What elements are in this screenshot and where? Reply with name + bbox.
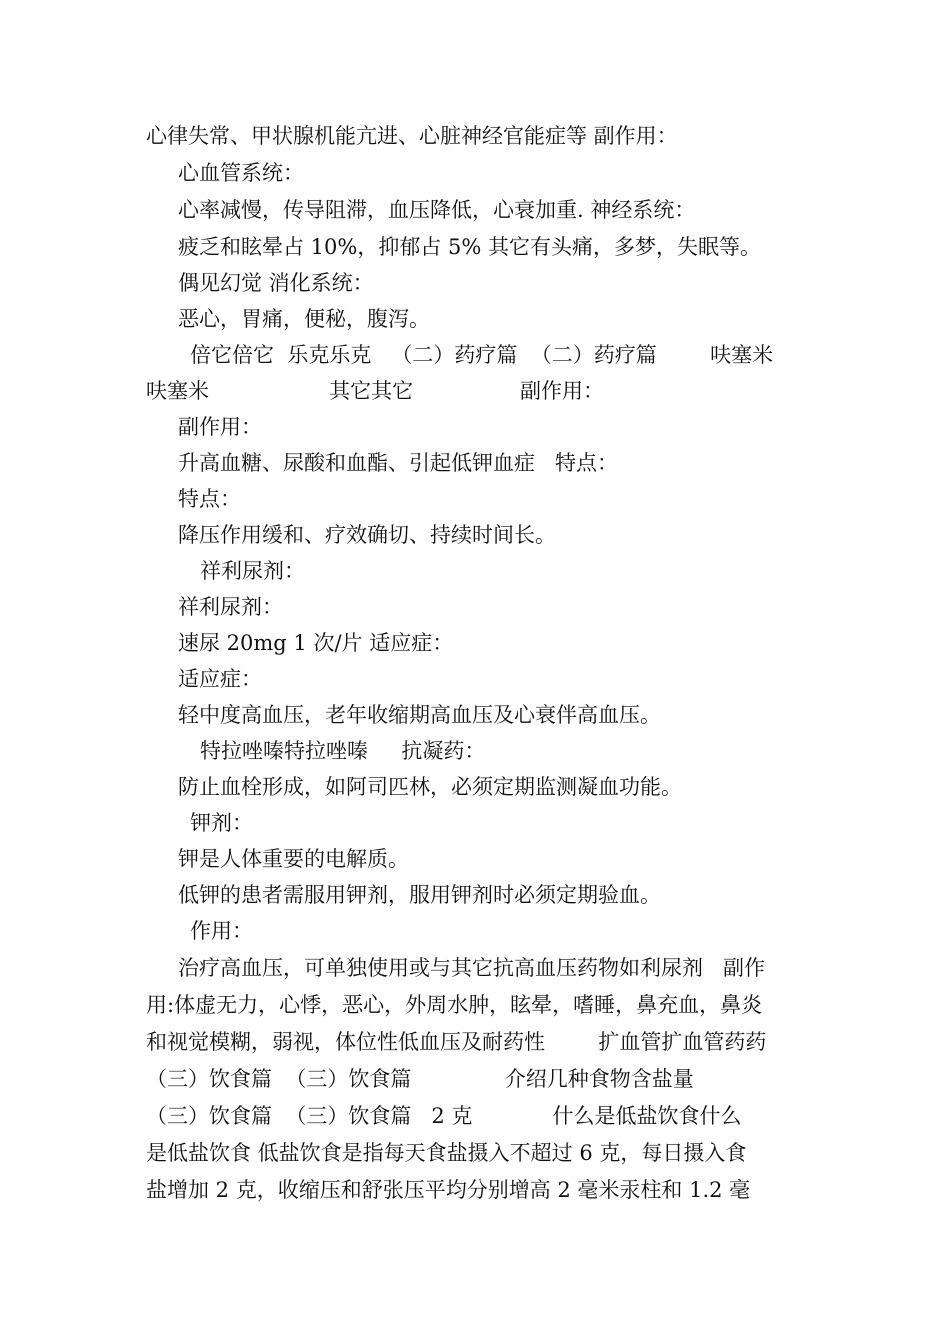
text-line: 速尿 20mg 1 次/片 适应症： (178, 631, 454, 655)
text-line: 盐增加 2 克，收缩压和舒张压平均分别增高 2 毫米汞柱和 1.2 毫 (146, 1178, 751, 1202)
text-line: 心血管系统： (178, 161, 304, 185)
text-line: 倍它倍它 乐克乐克 （二）药疗篇 （二）药疗篇 呋塞米 (190, 343, 774, 367)
text-line: 祥利尿剂： (178, 595, 283, 619)
text-line: 心率减慢，传导阻滞，血压降低，心衰加重. 神经系统： (178, 198, 696, 222)
text-line: 低钾的患者需服用钾剂，服用钾剂时必须定期验血。 (178, 883, 661, 907)
text-line: （三）饮食篇 （三）饮食篇 介绍几种食物含盐量 (146, 1067, 694, 1091)
text-line: 特拉唑嗪特拉唑嗪 抗凝药： (200, 739, 486, 763)
text-line: 升高血糖、尿酸和血酯、引起低钾血症 特点： (178, 451, 619, 475)
text-line: 祥利尿剂： (200, 559, 305, 583)
text-line: 钾是人体重要的电解质。 (178, 847, 409, 871)
text-line: 防止血栓形成，如阿司匹林，必须定期监测凝血功能。 (178, 775, 682, 799)
text-line: 适应症： (178, 667, 262, 691)
text-line: 副作用： (178, 415, 262, 439)
text-line: 特点： (178, 487, 241, 511)
text-line: 钾剂： (190, 811, 253, 835)
text-line: 用:体虚无力，心悸，恶心，外周水肿，眩晕，嗜睡，鼻充血，鼻炎 (146, 993, 763, 1017)
text-line: 心律失常、甲状腺机能亢进、心脏神经官能症等 副作用： (146, 124, 678, 148)
text-line: 作用： (190, 919, 253, 943)
text-line: 降压作用缓和、疗效确切、持续时间长。 (178, 523, 556, 547)
text-line: 疲乏和眩晕占 10%，抑郁占 5% 其它有头痛，多梦，失眠等。 (178, 235, 762, 259)
text-line: 是低盐饮食 低盐饮食是指每天食盐摄入不超过 6 克，每日摄入食 (146, 1141, 747, 1165)
text-line: 和视觉模糊，弱视，体位性低血压及耐药性 扩血管扩血管药药 (146, 1030, 767, 1054)
text-line: （三）饮食篇 （三）饮食篇 2 克 什么是低盐饮食什么 (146, 1104, 742, 1128)
text-line: 恶心，胃痛，便秘，腹泻。 (178, 307, 430, 331)
text-line: 呋塞米 其它其它 副作用： (146, 379, 604, 403)
text-line: 轻中度高血压，老年收缩期高血压及心衰伴高血压。 (178, 703, 661, 727)
text-line: 偶见幻觉 消化系统： (178, 271, 374, 295)
text-line: 治疗高血压，可单独使用或与其它抗高血压药物如利尿剂 副作 (178, 956, 766, 980)
